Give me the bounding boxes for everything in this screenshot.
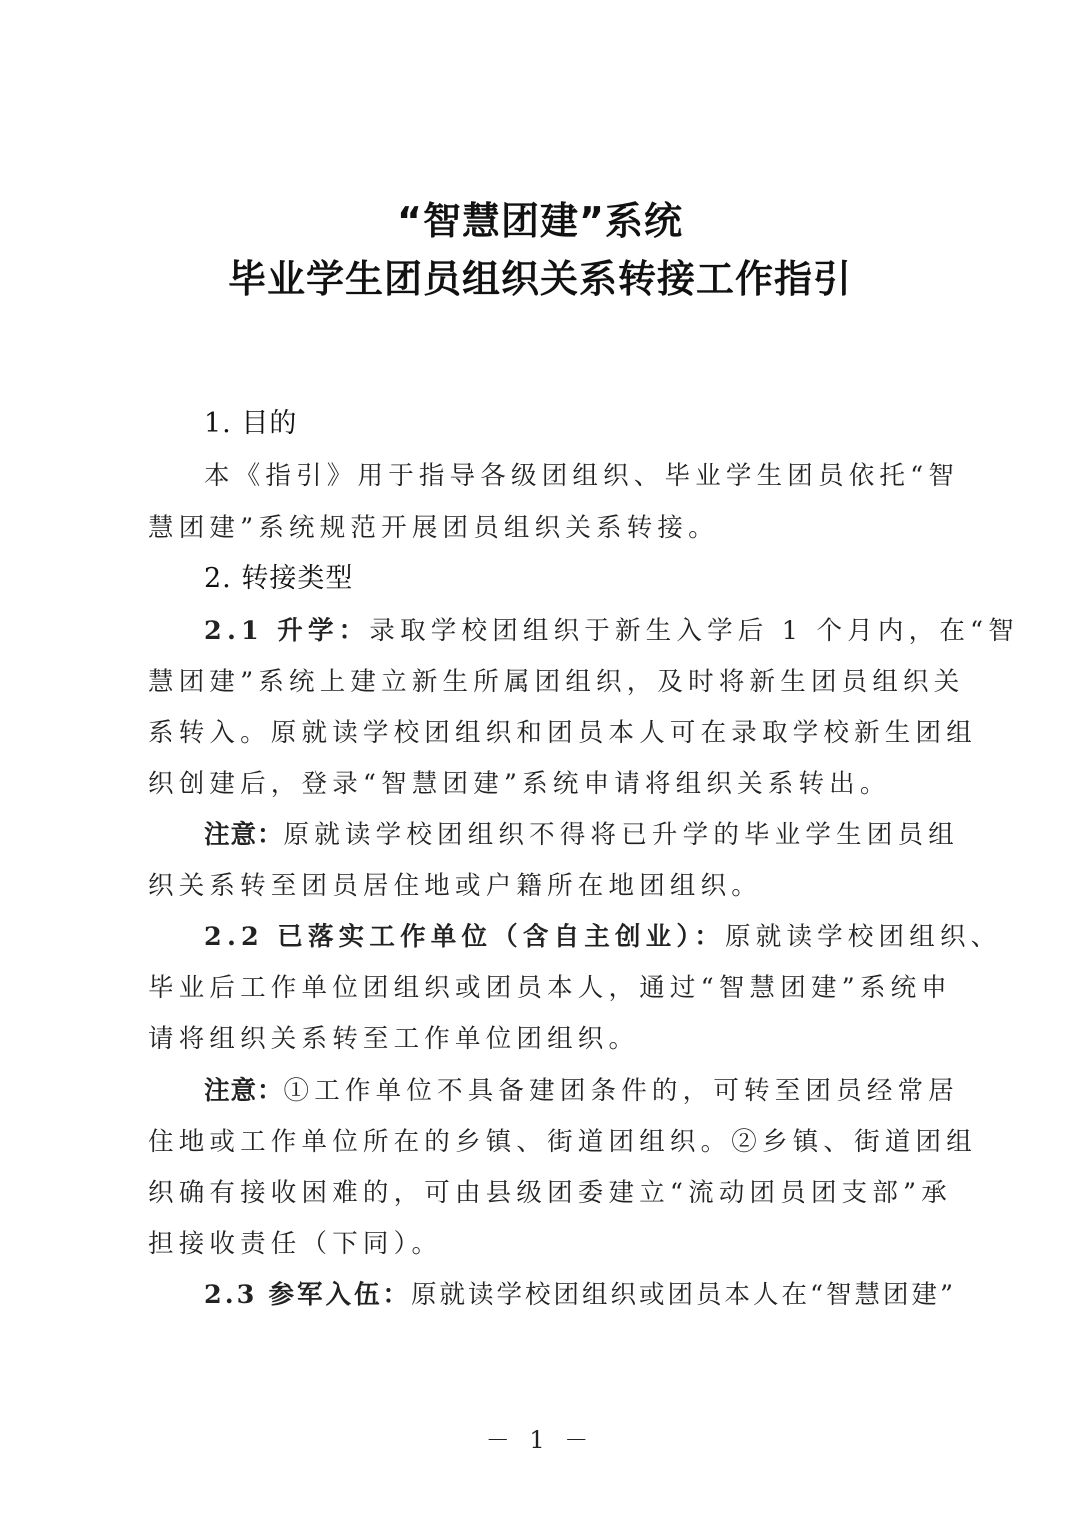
note-2-2 bbox=[148, 1073, 959, 1109]
subsection-number: 2.1 bbox=[204, 616, 264, 646]
section-title: 转接类型 bbox=[241, 563, 354, 594]
paragraph-line: 毕业后工作单位团组织或团员本人，通过“智慧团建”系统申 bbox=[148, 973, 952, 1003]
subsection-label: 已落实工作单位（含自主创业）： bbox=[277, 922, 726, 952]
subsection-label: 升学： bbox=[277, 616, 370, 646]
paragraph-line: 织关系转至团员居住地或户籍所在地团组织。 bbox=[148, 871, 763, 901]
paragraph-text: 录取学校团组织于新生入学后 1 个月内，在“智 bbox=[369, 616, 1019, 646]
paragraph-line: 慧团建”系统规范开展团员组织关系转接。 bbox=[148, 513, 719, 543]
note-2-1 bbox=[148, 817, 959, 853]
paragraph-line: 本《指引》用于指导各级团组织、毕业学生团员依托“智 bbox=[204, 461, 960, 491]
subsection-number: 2.2 bbox=[204, 922, 264, 952]
subsection-2-2 bbox=[148, 919, 1002, 955]
note-label: 注意： bbox=[204, 820, 284, 850]
note-label: 注意： bbox=[204, 1076, 284, 1106]
note-text: 原就读学校团组织不得将已升学的毕业学生团员组 bbox=[283, 820, 959, 850]
section-1-heading bbox=[148, 406, 936, 442]
document-title-line-2: 毕业学生团员组织关系转接工作指引 bbox=[227, 257, 852, 301]
subsection-2-1 bbox=[148, 613, 1019, 649]
section-number: 1. bbox=[204, 408, 232, 439]
paragraph-text: 原就读学校团组织、 bbox=[725, 922, 1002, 952]
section-number: 2. bbox=[204, 563, 232, 594]
subsection-2-3 bbox=[148, 1277, 957, 1313]
paragraph-line: 织确有接收困难的，可由县级团委建立“流动团员团支部”承 bbox=[148, 1178, 952, 1208]
note-text: ①工作单位不具备建团条件的，可转至团员经常居 bbox=[283, 1076, 959, 1106]
section-2-heading bbox=[148, 561, 936, 597]
paragraph-line: 担接收责任（下同）。 bbox=[148, 1229, 443, 1259]
paragraph-line: 慧团建”系统上建立新生所属团组织，及时将新生团员组织关 bbox=[148, 667, 965, 697]
section-title: 目的 bbox=[241, 408, 298, 439]
page-number: － 1 － bbox=[485, 1426, 595, 1454]
paragraph-text: 原就读学校团组织或团员本人在“智慧团建” bbox=[411, 1280, 957, 1310]
paragraph-line: 住地或工作单位所在的乡镇、街道团组织。②乡镇、街道团组 bbox=[148, 1127, 977, 1157]
document-title-line-1: “智慧团建”系统 bbox=[397, 199, 683, 243]
paragraph-line: 系转入。原就读学校团组织和团员本人可在录取学校新生团组 bbox=[148, 718, 977, 748]
paragraph-line: 织创建后，登录“智慧团建”系统申请将组织关系转出。 bbox=[148, 769, 891, 799]
subsection-label: 参军入伍： bbox=[268, 1280, 411, 1310]
paragraph-line: 请将组织关系转至工作单位团组织。 bbox=[148, 1024, 640, 1054]
subsection-number: 2.3 bbox=[204, 1280, 258, 1310]
